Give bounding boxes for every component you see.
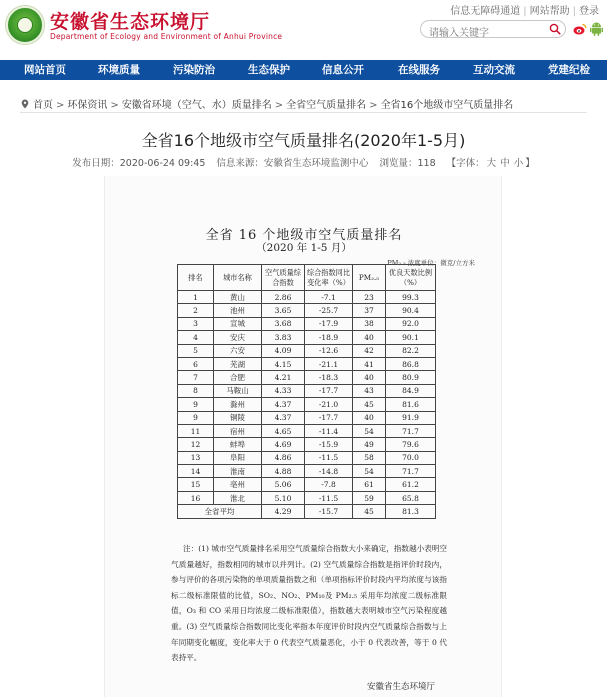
cell-good-days: 99.3: [386, 291, 436, 304]
cell-good-days: 80.9: [386, 371, 436, 384]
cell-pm25: 43: [353, 384, 386, 397]
cell-pm25: 38: [353, 317, 386, 330]
cell-index-change: -7.8: [305, 478, 353, 491]
cell-index-change: -25.7: [305, 304, 353, 317]
cell-good-days: 82.2: [386, 344, 436, 357]
table-row: [178, 398, 436, 411]
cell-index-change: -14.8: [305, 465, 353, 478]
cell-index-change: -17.9: [305, 317, 353, 330]
table-row: [178, 371, 436, 384]
cell-rank: 8: [178, 384, 214, 397]
cell-rank: 1: [178, 291, 214, 304]
nav-online-service[interactable]: 在线服务: [398, 64, 440, 76]
cell-city: 芜湖: [214, 357, 262, 370]
breadcrumb-divider: [20, 112, 587, 113]
top-links: 信息无障碍通道 | 网站帮助 | 登录: [450, 6, 599, 17]
cell-index-change: -15.9: [305, 438, 353, 451]
cell-index-change: -11.5: [305, 451, 353, 464]
doc-signature: 安徽省生态环境厅: [367, 682, 436, 692]
nav-ecology-protection[interactable]: 生态保护: [248, 64, 290, 76]
nav-interaction[interactable]: 互动交流: [473, 64, 515, 76]
cell-city: 马鞍山: [214, 384, 262, 397]
cell-composite-index: 5.10: [262, 491, 305, 504]
cell-pm25: 58: [353, 451, 386, 464]
cell-rank: 13: [178, 451, 214, 464]
header-good-days: 优良天数比例（%）: [386, 265, 436, 291]
ranking-table: [177, 264, 436, 519]
cell-composite-index: 3.65: [262, 304, 305, 317]
font-size-close: 】: [525, 158, 535, 169]
cell-pm25: 40: [353, 331, 386, 344]
table-row: [178, 451, 436, 464]
table-total-row: [178, 505, 436, 518]
table-row: [178, 384, 436, 397]
help-link[interactable]: 网站帮助: [529, 6, 570, 17]
cell-pm25: 40: [353, 411, 386, 424]
cell-city: 宿州: [214, 424, 262, 437]
publish-date: 2020-06-24 09:45: [119, 158, 206, 169]
cell-pm25: 54: [353, 465, 386, 478]
search-icon[interactable]: [549, 23, 561, 35]
cell-city: 蚌埠: [214, 438, 262, 451]
header-rank: 排名: [178, 265, 214, 291]
cell-rank: 3: [178, 317, 214, 330]
doc-unit-note: PM₂.₅ 浓度单位：微克/立方米: [387, 259, 475, 267]
header-city: 城市名称: [214, 265, 262, 291]
cell-index-change: -18.9: [305, 331, 353, 344]
site-title[interactable]: 安徽省生态环境厅: [50, 11, 211, 33]
cell-good-days: 81.6: [386, 398, 436, 411]
table-row: [178, 304, 436, 317]
cell-rank: 7: [178, 371, 214, 384]
breadcrumb-quality-ranking[interactable]: 安徽省环境（空气、水）质量排名: [121, 100, 272, 111]
breadcrumb-home[interactable]: 首页: [33, 100, 53, 111]
total-good-days: 81.3: [386, 505, 436, 518]
cell-index-change: -18.3: [305, 371, 353, 384]
cell-pm25: 40: [353, 371, 386, 384]
total-label: 全省平均: [178, 505, 262, 518]
cell-composite-index: 4.33: [262, 384, 305, 397]
cell-index-change: -11.5: [305, 491, 353, 504]
article-meta: [0, 155, 607, 169]
accessibility-link[interactable]: 信息无障碍通道: [450, 6, 521, 17]
cell-pm25: 42: [353, 344, 386, 357]
cell-index-change: -17.7: [305, 411, 353, 424]
cell-composite-index: 4.37: [262, 411, 305, 424]
nav-environment-quality[interactable]: 环境质量: [98, 64, 140, 76]
breadcrumb: 首页 > 环保资讯 > 安徽省环境（空气、水）质量排名 > 全省空气质量排名 > 全省16个地级市空气质量排名: [20, 96, 513, 111]
cell-rank: 5: [178, 344, 214, 357]
cell-good-days: 79.6: [386, 438, 436, 451]
cell-good-days: 90.1: [386, 331, 436, 344]
cell-composite-index: 3.68: [262, 317, 305, 330]
table-row: [178, 438, 436, 451]
cell-composite-index: 4.86: [262, 451, 305, 464]
cell-city: 阜阳: [214, 451, 262, 464]
cell-index-change: -21.0: [305, 398, 353, 411]
cell-pm25: 41: [353, 357, 386, 370]
nav-home[interactable]: 网站首页: [24, 64, 66, 76]
view-count: 118: [417, 158, 436, 169]
cell-city: 滁州: [214, 398, 262, 411]
cell-rank: 9: [178, 411, 214, 424]
cell-good-days: 71.7: [386, 424, 436, 437]
header-composite-index: 空气质量综合指数: [262, 265, 305, 291]
login-link[interactable]: 登录: [579, 6, 599, 17]
cell-composite-index: 4.37: [262, 398, 305, 411]
weibo-icon[interactable]: [573, 22, 587, 36]
font-size-medium[interactable]: 中: [500, 158, 510, 169]
cell-index-change: -7.1: [305, 291, 353, 304]
search-box: [420, 20, 566, 38]
cell-composite-index: 4.88: [262, 465, 305, 478]
table-row: [178, 344, 436, 357]
table-row: [178, 465, 436, 478]
header-index-change: 综合指数同比变化率（%）: [305, 265, 353, 291]
cell-composite-index: 4.15: [262, 357, 305, 370]
date-label: 发布日期：: [72, 158, 120, 169]
ranking-document-image: [104, 176, 502, 697]
cell-rank: 15: [178, 478, 214, 491]
location-pin-icon: [20, 99, 30, 109]
cell-city: 六安: [214, 344, 262, 357]
cell-pm25: 59: [353, 491, 386, 504]
cell-pm25: 45: [353, 398, 386, 411]
cell-good-days: 86.8: [386, 357, 436, 370]
cell-rank: 14: [178, 465, 214, 478]
font-size-large[interactable]: 大: [486, 158, 497, 169]
cell-index-change: -17.7: [305, 384, 353, 397]
cell-rank: 11: [178, 424, 214, 437]
cell-good-days: 65.8: [386, 491, 436, 504]
cell-good-days: 84.9: [386, 384, 436, 397]
table-row: [178, 357, 436, 370]
cell-rank: 16: [178, 491, 214, 504]
cell-composite-index: 4.21: [262, 371, 305, 384]
font-size-label: 【字体：: [446, 158, 485, 169]
cell-index-change: -11.4: [305, 424, 353, 437]
cell-composite-index: 4.69: [262, 438, 305, 451]
cell-city: 铜陵: [214, 411, 262, 424]
cell-rank: 2: [178, 304, 214, 317]
site-logo-emblem[interactable]: [6, 6, 44, 44]
table-row: [178, 424, 436, 437]
android-icon[interactable]: [590, 21, 603, 36]
article-title: 全省16个地级市空气质量排名(2020年1-5月): [141, 131, 466, 150]
cell-composite-index: 3.83: [262, 331, 305, 344]
cell-composite-index: 4.65: [262, 424, 305, 437]
search-input[interactable]: [421, 26, 541, 42]
cell-composite-index: 5.06: [262, 478, 305, 491]
breadcrumb-current[interactable]: 全省16个地级市空气质量排名: [380, 100, 514, 111]
cell-city: 安庆: [214, 331, 262, 344]
cell-rank: 9: [178, 398, 214, 411]
cell-composite-index: 4.09: [262, 344, 305, 357]
cell-city: 宣城: [214, 317, 262, 330]
nav-information-disclosure[interactable]: 信息公开: [322, 64, 364, 76]
cell-pm25: 54: [353, 424, 386, 437]
main-nav: [0, 60, 607, 80]
cell-good-days: 92.0: [386, 317, 436, 330]
site-header: [0, 0, 607, 60]
source-label: 信息来源：: [216, 158, 264, 169]
doc-subtitle: （2020 年 1-5 月）: [256, 242, 352, 254]
doc-title: 全省 16 个地级市空气质量排名: [205, 228, 403, 243]
cell-city: 合肥: [214, 371, 262, 384]
site-subtitle: Department of Ecology and Environment of Anhui Province: [50, 32, 283, 41]
total-pm25: 45: [353, 505, 386, 518]
cell-pm25: 23: [353, 291, 386, 304]
cell-pm25: 49: [353, 438, 386, 451]
doc-notes: 注：(1) 城市空气质量排名采用空气质量综合指数大小来确定，指数越小表明空气质量越好，指数相同的城市以并列计。(2) 空气质量综合指数是指评价时段内，参与评价的各项污染物的单项质量指数之和（单项指标评价时段内平均浓度与该指标二级标准限值的比值，SO₂、NO₂、PM₁₀及 PM₂.₅ 采用年均浓度二级标准限值，O₃ 和 CO 采用日均浓度二级标准限值），指数越大表明城市空气污染程度越重。(3) 空气质量综合指数同比变化率指本年度评价时段内空气质量综合指数与上年同期变化幅度，变化率大于 0 代表空气质量恶化，小于 0 代表改善，等于 0 代表持平。: [171, 544, 447, 663]
cell-pm25: 37: [353, 304, 386, 317]
cell-city: 淮北: [214, 491, 262, 504]
cell-rank: 12: [178, 438, 214, 451]
total-index: 4.29: [262, 505, 305, 518]
cell-rank: 6: [178, 357, 214, 370]
cell-city: 黄山: [214, 291, 262, 304]
breadcrumb-news[interactable]: 环保资讯: [67, 100, 108, 111]
cell-rank: 4: [178, 331, 214, 344]
views-label: 浏览量：: [379, 158, 418, 169]
cell-city: 亳州: [214, 478, 262, 491]
table-header-row: [178, 265, 436, 291]
table-row: [178, 291, 436, 304]
cell-index-change: -21.1: [305, 357, 353, 370]
table-row: [178, 478, 436, 491]
cell-index-change: -12.6: [305, 344, 353, 357]
table-row: [178, 331, 436, 344]
info-source: 安徽省生态环境监测中心: [263, 158, 369, 169]
table-row: [178, 317, 436, 330]
cell-city: 池州: [214, 304, 262, 317]
total-change: -15.7: [305, 505, 353, 518]
cell-composite-index: 2.86: [262, 291, 305, 304]
cell-good-days: 90.4: [386, 304, 436, 317]
cell-good-days: 91.9: [386, 411, 436, 424]
nav-pollution-control[interactable]: 污染防治: [173, 64, 215, 76]
cell-city: 淮南: [214, 465, 262, 478]
cell-pm25: 61: [353, 478, 386, 491]
nav-party-building[interactable]: 党建纪检: [548, 64, 590, 76]
table-row: [178, 411, 436, 424]
breadcrumb-air-ranking[interactable]: 全省空气质量排名: [286, 100, 367, 111]
cell-good-days: 71.7: [386, 465, 436, 478]
table-row: [178, 491, 436, 504]
font-size-small[interactable]: 小: [513, 158, 524, 169]
cell-good-days: 61.2: [386, 478, 436, 491]
header-pm25: PM₂.₅: [353, 265, 386, 291]
cell-good-days: 70.0: [386, 451, 436, 464]
